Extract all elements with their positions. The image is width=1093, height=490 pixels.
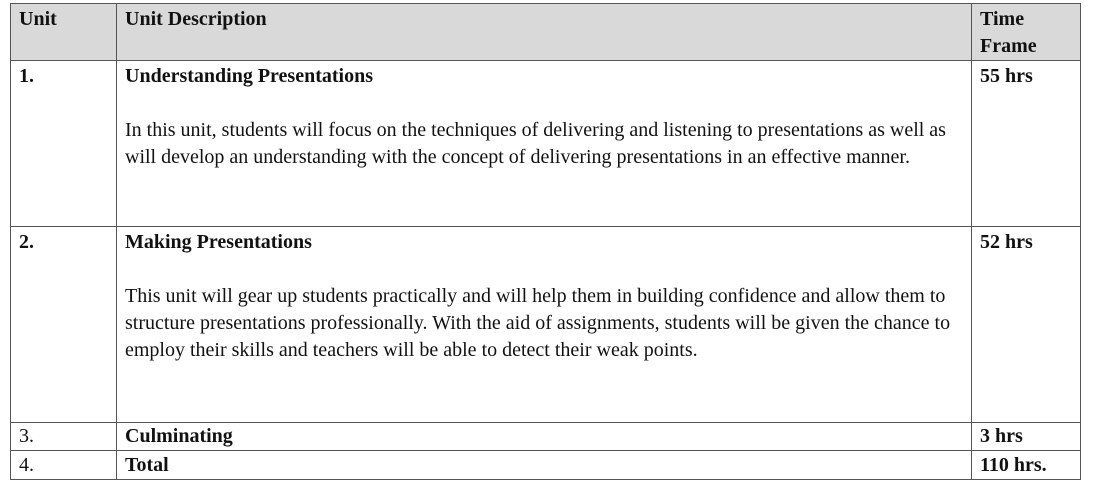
unit-title: Total bbox=[117, 451, 972, 480]
unit-description-cell bbox=[117, 227, 972, 423]
unit-number: 3. bbox=[11, 423, 117, 451]
unit-number: 2. bbox=[11, 227, 117, 423]
unit-title: Making Presentations bbox=[125, 231, 312, 253]
unit-time-frame: 52 hrs bbox=[972, 227, 1081, 423]
unit-title: Understanding Presentations bbox=[125, 65, 373, 87]
unit-body: In this unit, students will focus on the techniques of delivering and listening to presentations as well as will develop an understanding with the concept of delivering presentations in an effective manner. bbox=[125, 119, 946, 168]
table-row bbox=[11, 61, 1081, 227]
unit-title: Culminating bbox=[117, 423, 972, 451]
unit-number: 4. bbox=[11, 451, 117, 480]
unit-number: 1. bbox=[11, 61, 117, 227]
table-row bbox=[11, 451, 1081, 480]
unit-table bbox=[10, 3, 1081, 480]
unit-time-frame: 110 hrs. bbox=[972, 451, 1081, 480]
table-header-row bbox=[11, 4, 1081, 61]
unit-time-frame: 55 hrs bbox=[972, 61, 1081, 227]
table-row bbox=[11, 423, 1081, 451]
unit-description-cell bbox=[117, 61, 972, 227]
header-unit-description: Unit Description bbox=[117, 4, 972, 61]
table-row bbox=[11, 227, 1081, 423]
unit-time-frame: 3 hrs bbox=[972, 423, 1081, 451]
unit-body: This unit will gear up students practically and will help them in building confidence and allow them to structure presentations professionally. With the aid of assignments, students will be given the chance to employ their skills and teachers will be able to detect their weak points. bbox=[125, 285, 951, 361]
header-unit: Unit bbox=[11, 4, 117, 61]
header-time-frame: Time Frame bbox=[972, 4, 1081, 61]
